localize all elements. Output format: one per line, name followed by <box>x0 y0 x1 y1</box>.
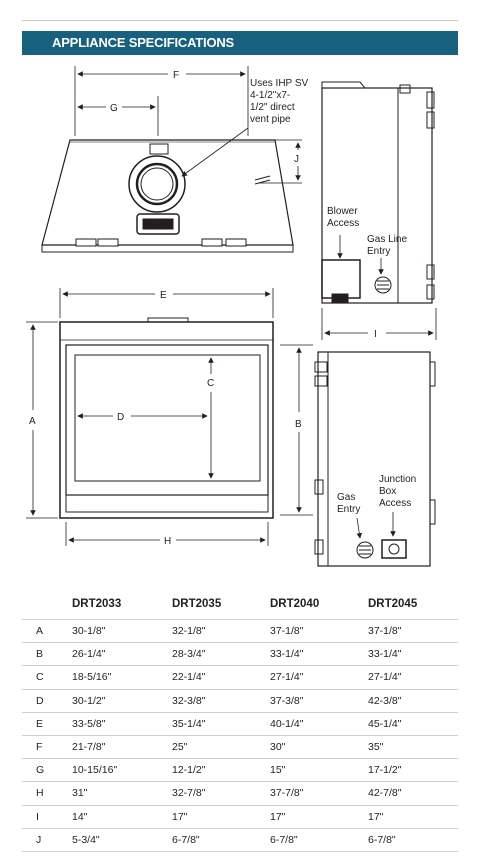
table-cell: 35" <box>368 735 458 758</box>
blower-access-label: Blower Access <box>327 206 360 229</box>
dimension-letter: C <box>22 666 72 689</box>
table-cell: 30" <box>270 735 368 758</box>
table-cell: 33-5/8" <box>72 712 172 735</box>
table-row <box>22 666 458 689</box>
table-cell: 42-3/8" <box>368 689 458 712</box>
gas-line-entry-label: Gas Line Entry <box>367 234 408 257</box>
table-cell: 25" <box>172 735 270 758</box>
column-header: DRT2040 <box>270 598 320 610</box>
table-cell: 17" <box>368 805 458 828</box>
table-cell: 33-1/4" <box>368 643 458 666</box>
table-row <box>22 828 458 851</box>
table-cell: 30-1/2" <box>72 689 172 712</box>
table-cell: 22-1/4" <box>172 666 270 689</box>
table-cell: 30-1/8" <box>72 620 172 643</box>
junction-box-access-label: Junction Box Access <box>379 474 417 509</box>
table-cell: 26-1/4" <box>72 643 172 666</box>
dimension-i <box>322 308 436 340</box>
dim-label-j: J <box>294 154 299 165</box>
table-cell: 6-7/8" <box>270 828 368 851</box>
table-cell: 5-3/4" <box>72 828 172 851</box>
table-cell: 37-7/8" <box>270 782 368 805</box>
dimension-f <box>75 66 248 136</box>
table-row <box>22 735 458 758</box>
column-header: DRT2033 <box>72 598 122 610</box>
table-row <box>22 643 458 666</box>
dimension-letter: A <box>22 620 72 643</box>
table-cell: 37-3/8" <box>270 689 368 712</box>
column-header: DRT2045 <box>368 598 418 610</box>
side-view-lower <box>315 352 435 566</box>
table-cell: 6-7/8" <box>172 828 270 851</box>
column-header: DRT2035 <box>172 598 222 610</box>
dim-label-f: F <box>173 70 180 81</box>
front-view <box>60 318 273 518</box>
table-cell: 32-1/8" <box>172 620 270 643</box>
vent-pipe-note: Uses IHP SV 4-1/2"x7- 1/2" direct vent pipe <box>250 78 309 125</box>
table-row <box>22 805 458 828</box>
table-cell: 18-5/16" <box>72 666 172 689</box>
table-cell: 40-1/4" <box>270 712 368 735</box>
table-cell: 37-1/8" <box>368 620 458 643</box>
dimension-letter: G <box>22 759 72 782</box>
table-cell: 17" <box>270 805 368 828</box>
table-cell: 17-1/2" <box>368 759 458 782</box>
dim-label-b: B <box>295 419 302 430</box>
dim-label-c: C <box>207 378 215 389</box>
dimension-letter: B <box>22 643 72 666</box>
dimension-letter: E <box>22 712 72 735</box>
dim-label-h: H <box>164 536 172 547</box>
table-cell: 28-3/4" <box>172 643 270 666</box>
table-cell: 45-1/4" <box>368 712 458 735</box>
side-view-upper <box>322 82 434 303</box>
dimension-letter: H <box>22 782 72 805</box>
column-header <box>22 596 72 620</box>
top-view <box>42 140 293 252</box>
dimension-g <box>78 96 158 136</box>
table-row <box>22 759 458 782</box>
table-cell: 32-7/8" <box>172 782 270 805</box>
section-title: APPLIANCE SPECIFICATIONS <box>52 35 235 50</box>
table-cell: 12-1/2" <box>172 759 270 782</box>
table-cell: 31" <box>72 782 172 805</box>
dimension-letter: J <box>22 828 72 851</box>
table-cell: 32-3/8" <box>172 689 270 712</box>
table-cell: 17" <box>172 805 270 828</box>
table-cell: 35-1/4" <box>172 712 270 735</box>
dimension-letter: F <box>22 735 72 758</box>
table-cell: 6-7/8" <box>368 828 458 851</box>
table-cell: 21-7/8" <box>72 735 172 758</box>
table-row <box>22 689 458 712</box>
table-row <box>22 620 458 643</box>
dimension-letter: D <box>22 689 72 712</box>
vent-callout-arrow <box>182 128 248 176</box>
table-cell: 10-15/16" <box>72 759 172 782</box>
table-row <box>22 782 458 805</box>
dimension-letter: I <box>22 805 72 828</box>
dim-label-e: E <box>160 290 167 301</box>
dim-label-i: I <box>374 329 377 340</box>
dimension-b <box>280 345 313 515</box>
table-header-row <box>22 596 458 620</box>
specifications-table <box>22 596 458 852</box>
table-cell: 42-7/8" <box>368 782 458 805</box>
table-cell: 33-1/4" <box>270 643 368 666</box>
dim-label-g: G <box>110 103 118 114</box>
table-cell: 15" <box>270 759 368 782</box>
dim-label-a: A <box>29 416 36 427</box>
gas-entry-label: Gas Entry <box>337 492 361 515</box>
table-cell: 37-1/8" <box>270 620 368 643</box>
dim-label-d: D <box>117 412 125 423</box>
table-cell: 14" <box>72 805 172 828</box>
table-cell: 27-1/4" <box>368 666 458 689</box>
table-row <box>22 712 458 735</box>
table-cell: 27-1/4" <box>270 666 368 689</box>
